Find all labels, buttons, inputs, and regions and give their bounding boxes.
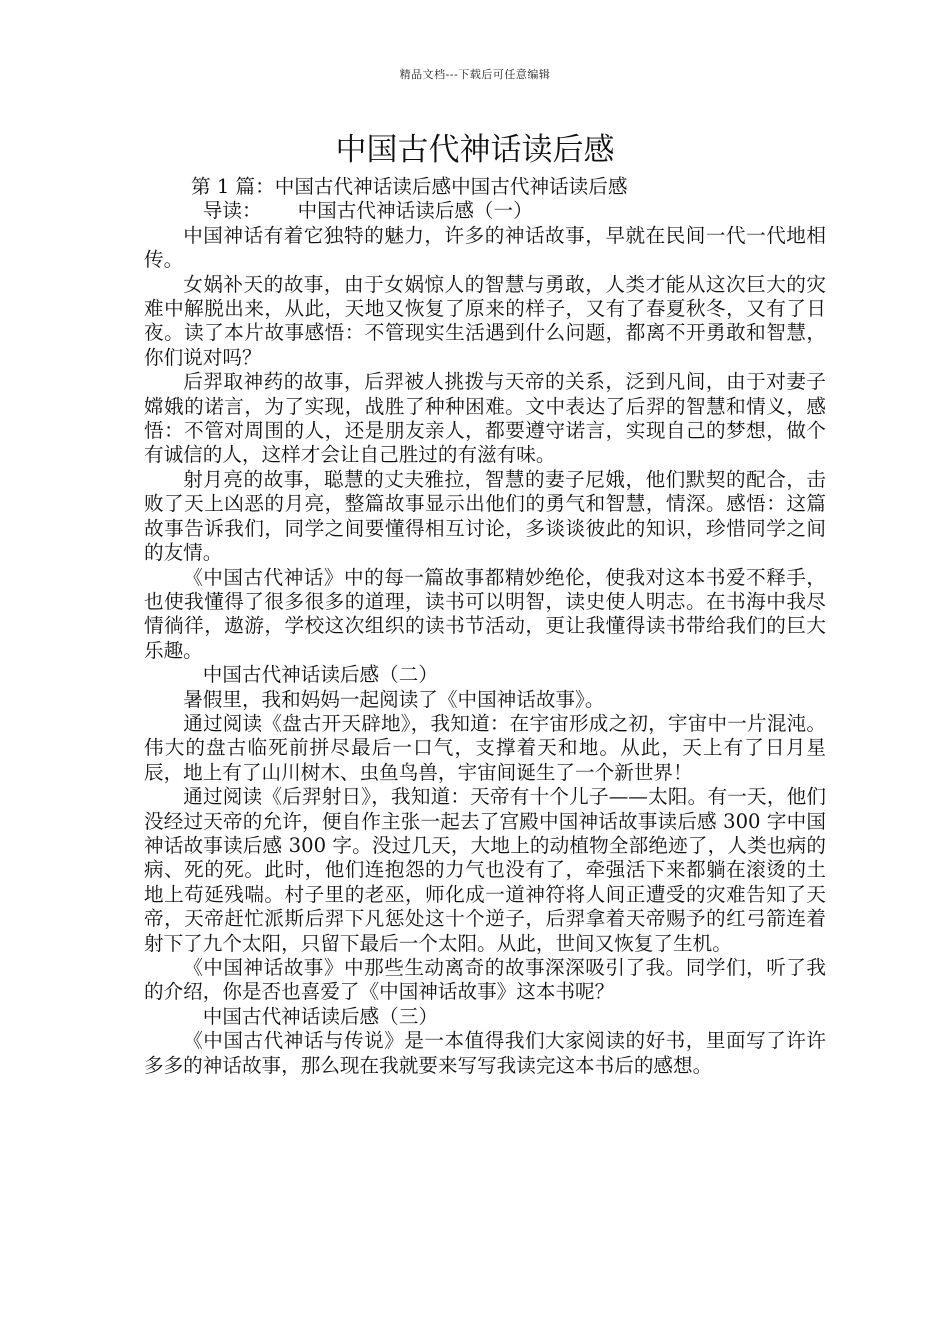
paragraph: 通过阅读《盘古开天辟地》，我知道：在宇宙形成之初，宇宙中一片混沌。伟大的盘古临死前拼尽最后一口气，支撑着天和地。从此，天上有了日月星辰，地上有了山川树木、虫鱼鸟兽，宇宙间诞生了一个新世界！: [144, 711, 826, 784]
intro-label: 导读：: [202, 199, 262, 223]
paragraph: 暑假里，我和妈妈一起阅读了《中国神话故事》。: [183, 687, 605, 711]
paragraph: 《中国古代神话与传说》是一本值得我们大家阅读的好书，里面写了许许多多的神话故事，那么现在我就要来写写我读完这本书后的感想。: [144, 1029, 826, 1077]
chapter-heading: 第 1 篇：中国古代神话读后感中国古代神话读后感: [191, 175, 628, 198]
paragraph: 中国神话有着它独特的魅力，许多的神话故事，早就在民间一代一代地相传。: [144, 223, 826, 272]
intro-line: [144, 199, 826, 223]
paragraph: 女娲补天的故事，由于女娲惊人的智慧与勇敢，人类才能从这次巨大的灾难中解脱出来，从此，天地又恢复了原来的样子，又有了春夏秋冬，又有了日夜。读了本片故事感悟：不管现实生活遇到什么问题，都离不开勇敢和智慧，你们说对吗？: [144, 272, 826, 369]
paragraph: 后羿取神药的故事，后羿被人挑拨与天帝的关系，泛到凡间，由于对妻子嫦娥的诺言，为了实现，战胜了种种困难。文中表达了后羿的智慧和情义，感悟：不管对周围的人，还是朋友亲人，都要遵守诺言，实现自己的梦想，做个有诚信的人，这样才会让自己胜过的有滋有味。: [144, 370, 826, 467]
document-title: 中国古代神话读后感: [335, 132, 615, 168]
paragraph: 《中国神话故事》中那些生动离奇的故事深深吸引了我。同学们，听了我的介绍，你是否也喜爱了《中国神话故事》这本书呢？: [144, 956, 826, 1004]
paragraph: 射月亮的故事，聪慧的丈夫雅拉，智慧的妻子尼娥，他们默契的配合，击败了天上凶恶的月亮，整篇故事显示出他们的勇气和智慧，情深。感悟：这篇故事告诉我们，同学之间要懂得相互讨论，多谈谈彼此的知识，珍惜同学之间的友情。: [144, 467, 826, 565]
paragraph: 通过阅读《后羿射日》，我知道：天帝有十个儿子——太阳。有一天，他们没经过天帝的允许，便自作主张一起去了宫殿中国神话故事读后感 300 字中国神话故事读后感 300 字。没过几天，大地上的动植物全部绝迹了，人类也病的病、死的死。此时，他们连抱怨的力气也没有了，牵强活下来都躺在滚烫的土地上苟延残喘。村子里的老巫，师化成一道神符将人间正遭受的灾难告知了天帝，天帝赶忙派斯后羿下凡惩处这十个逆子，后羿拿着天帝赐予的红弓箭连着射下了九个太阳，只留下最后一个太阳。从此，世间又恢复了生机。: [144, 785, 826, 955]
section-heading-3: 中国古代神话读后感（三）: [202, 1004, 438, 1028]
section-heading-2: 中国古代神话读后感（二）: [202, 663, 438, 687]
document-body: [144, 175, 826, 1078]
intro-text: 中国古代神话读后感（一）: [297, 199, 533, 223]
paragraph: 《中国古代神话》中的每一篇故事都精妙绝伦，使我对这本书爱不释手，也使我懂得了很多很多的道理，读书可以明智，读史使人明志。在书海中我尽情徜徉，遨游，学校这次组织的读书节活动，更让我懂得读书带给我们的巨大乐趣。: [144, 565, 826, 662]
page-header: 精品文档---下载后可任意编辑: [399, 68, 551, 81]
